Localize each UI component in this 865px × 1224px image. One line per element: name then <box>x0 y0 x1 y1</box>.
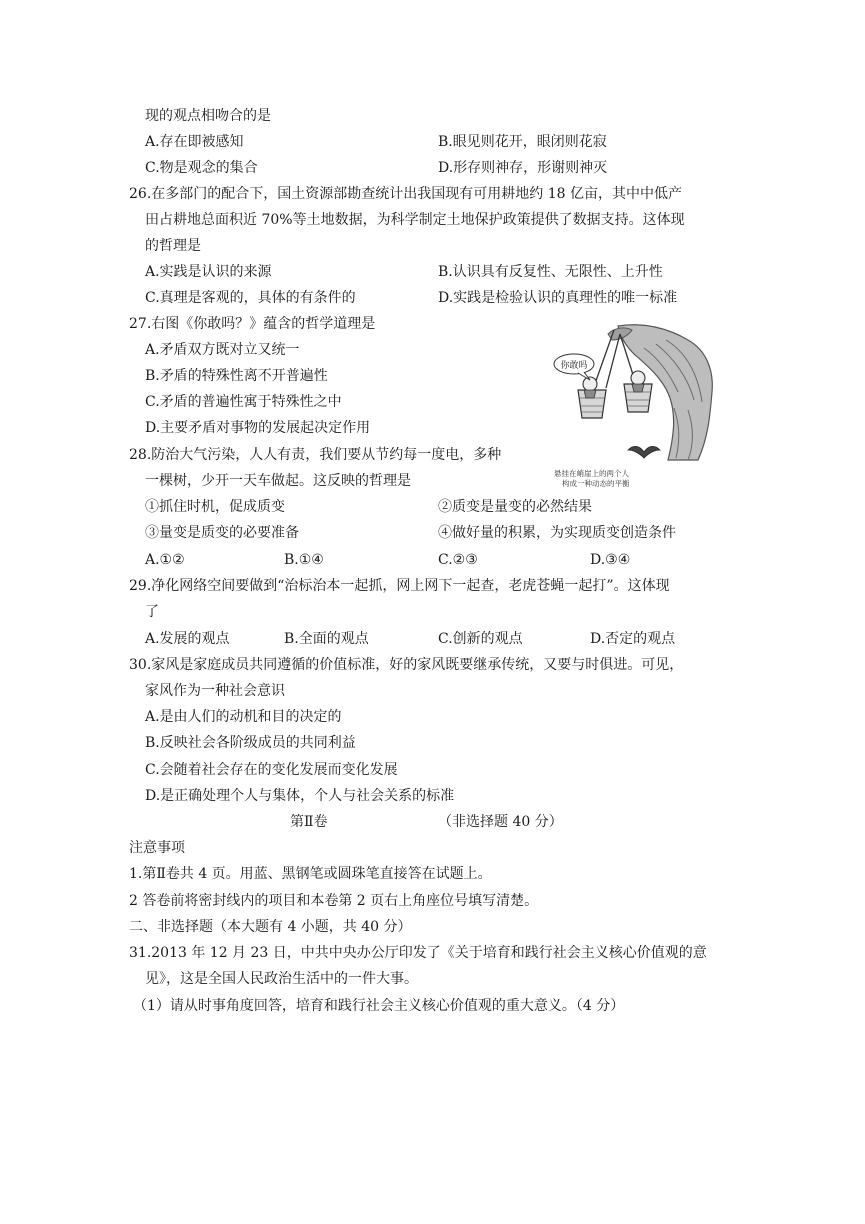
cartoon-caption-line2: 构成一种动态的平衡 <box>562 479 630 488</box>
q27-option-b: B.矛盾的特殊性离不开普遍性 <box>145 368 328 384</box>
q28-statement-2: ②质变是量变的必然结果 <box>438 499 592 515</box>
q28-option-c: C.②③ <box>438 552 478 568</box>
cartoon-figure <box>548 318 716 490</box>
q30-option-a: A.是由人们的动机和目的决定的 <box>145 709 342 725</box>
q31-stem-line1: 31.2013 年 12 月 23 日，中共中央办公厅印发了《关于培育和践行社会主义核心价值观的意 <box>129 945 707 961</box>
q31-stem-line2: 见》，这是全国人民政治生活中的一件大事。 <box>145 971 418 987</box>
q25-option-b: B.眼见则花开，眼闭则花寂 <box>438 134 607 150</box>
q29-option-a: A.发展的观点 <box>145 631 230 647</box>
q26-stem-line2: 田占耕地总面积近 70%等土地数据，为科学制定土地保护政策提供了数据支持。这体现 <box>145 212 685 228</box>
q28-option-d: D.③④ <box>590 552 631 568</box>
q29-option-c: C.创新的观点 <box>438 631 523 647</box>
part2-title: 第Ⅱ卷 <box>290 814 328 830</box>
q28-stem-line1: 28.防治大气污染，人人有责，我们要从节约每一度电，多种 <box>129 447 502 463</box>
q27-option-c: C.矛盾的普遍性寓于特殊性之中 <box>145 394 342 410</box>
q25-option-d: D.形存则神存，形谢则神灭 <box>438 160 608 176</box>
section-heading: 二、非选择题（本大题有 4 小题，共 40 分） <box>129 919 412 935</box>
q27-stem: 27.右图《你敢吗？》蕴含的哲学道理是 <box>129 316 376 332</box>
q30-option-b: B.反映社会各阶级成员的共同利益 <box>145 735 356 751</box>
cartoon-illustration <box>548 318 716 490</box>
q29-option-d: D.否定的观点 <box>590 631 676 647</box>
q28-stem-line2: 一棵树，少开一天车做起。这反映的哲理是 <box>145 473 411 489</box>
q30-stem-line2: 家风作为一种社会意识 <box>145 683 285 699</box>
q28-statement-1: ①抓住时机，促成质变 <box>145 499 285 515</box>
notice-item-2: 2 答卷前将密封线内的项目和本卷第 2 页右上角座位号填写清楚。 <box>129 893 539 909</box>
q29-stem-line2: 了 <box>145 604 159 620</box>
q26-option-c: C.真理是客观的，具体的有条件的 <box>145 290 356 306</box>
q30-option-d: D.是正确处理个人与集体，个人与社会关系的标准 <box>145 788 455 804</box>
q27-option-a: A.矛盾双方既对立又统一 <box>145 342 300 358</box>
q26-stem-line3: 的哲理是 <box>145 238 201 254</box>
q30-stem-line1: 30.家风是家庭成员共同遵循的价值标准，好的家风既要继承传统，又要与时俱进。可见， <box>129 657 684 673</box>
part2-subtitle: （非选择题 40 分） <box>438 814 563 830</box>
q29-option-b: B.全面的观点 <box>284 631 369 647</box>
cartoon-speech-bubble: 你敢吗 <box>560 361 588 371</box>
q28-statement-3: ③量变是质变的必要准备 <box>145 525 299 541</box>
q30-option-c: C.会随着社会存在的变化发展而变化发展 <box>145 762 398 778</box>
q25-option-a: A.存在即被感知 <box>145 134 244 150</box>
cartoon-caption-line1: 悬挂在峭崖上的两个人 <box>554 469 629 478</box>
q25-option-c: C.物是观念的集合 <box>145 160 258 176</box>
q31-subquestion-1: （1）请从时事角度回答，培育和践行社会主义核心价值观的重大意义。（4 分） <box>133 998 625 1014</box>
q26-option-d: D.实践是检验认识的真理性的唯一标准 <box>438 290 678 306</box>
q28-statement-4: ④做好量的积累，为实现质变创造条件 <box>438 525 676 541</box>
q26-stem-line1: 26.在多部门的配合下，国土资源部勘查统计出我国现有可用耕地约 18 亿亩，其中中低产 <box>129 186 682 202</box>
notice-item-1: 1.第Ⅱ卷共 4 页。用蓝、黑钢笔或圆珠笔直接答在试题上。 <box>129 866 492 882</box>
q28-option-b: B.①④ <box>284 552 324 568</box>
q29-stem-line1: 29.净化网络空间要做到“治标治本一起抓，网上网下一起查，老虎苍蝇一起打”。这体现 <box>129 578 670 594</box>
q27-option-d: D.主要矛盾对事物的发展起决定作用 <box>145 420 371 436</box>
q25-stem-tail: 现的观点相吻合的是 <box>145 108 271 124</box>
q26-option-b: B.认识具有反复性、无限性、上升性 <box>438 264 663 280</box>
q26-option-a: A.实践是认识的来源 <box>145 264 272 280</box>
q28-option-a: A.①② <box>145 552 185 568</box>
notice-heading: 注意事项 <box>129 840 185 856</box>
